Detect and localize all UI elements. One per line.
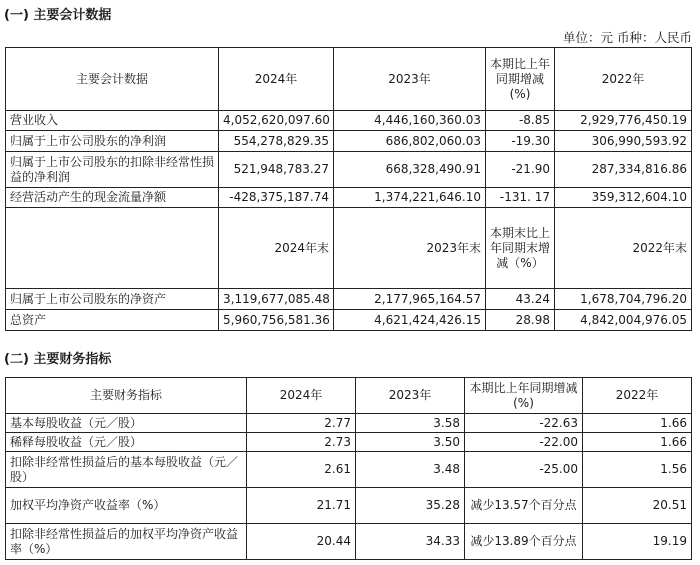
cell-change: 43.24 <box>486 289 555 310</box>
cell-change: -22.00 <box>465 433 583 452</box>
subheader-2022: 2022年末 <box>555 208 692 289</box>
header-2022: 2022年 <box>583 378 692 414</box>
cell-2022: 306,990,593.92 <box>555 131 692 152</box>
cell-2022: 4,842,004,976.05 <box>555 310 692 331</box>
table-row <box>6 433 692 452</box>
cell-change: -22.63 <box>465 414 583 433</box>
cell-2024: 20.44 <box>247 524 356 560</box>
unit-currency-label: 单位：元 币种：人民币 <box>563 30 692 45</box>
header-2022: 2022年 <box>555 48 692 111</box>
cell-change: -131. 17 <box>486 188 555 208</box>
cell-2024: 2.61 <box>247 452 356 488</box>
cell-2023: 1,374,221,646.10 <box>334 188 486 208</box>
row-label: 总资产 <box>6 310 219 331</box>
header-change: 本期比上年同期增减(%) <box>465 378 583 414</box>
accounting-data-table <box>5 47 692 331</box>
financial-indicators-table <box>5 377 692 560</box>
table-row <box>6 310 692 331</box>
table-row <box>6 131 692 152</box>
cell-2024: 21.71 <box>247 488 356 524</box>
table-row <box>6 289 692 310</box>
cell-2022: 1.66 <box>583 414 692 433</box>
cell-2022: 359,312,604.10 <box>555 188 692 208</box>
row-label: 经营活动产生的现金流量净额 <box>6 188 219 208</box>
section-title-accounting: (一) 主要会计数据 <box>4 8 112 23</box>
header-label: 主要财务指标 <box>6 378 247 414</box>
cell-2023: 4,446,160,360.03 <box>334 111 486 131</box>
cell-2022: 287,334,816.86 <box>555 152 692 188</box>
table-row <box>6 524 692 560</box>
subheader-2024: 2024年末 <box>219 208 334 289</box>
cell-2023: 686,802,060.03 <box>334 131 486 152</box>
header-change: 本期比上年同期增减(%) <box>486 48 555 111</box>
cell-2022: 1.56 <box>583 452 692 488</box>
cell-2023: 4,621,424,426.15 <box>334 310 486 331</box>
cell-2023: 34.33 <box>356 524 465 560</box>
row-label: 加权平均净资产收益率（%） <box>6 488 247 524</box>
table-row <box>6 414 692 433</box>
cell-2024: 5,960,756,581.36 <box>219 310 334 331</box>
cell-change: -21.90 <box>486 152 555 188</box>
cell-2023: 3.58 <box>356 414 465 433</box>
cell-change: -19.30 <box>486 131 555 152</box>
table-row <box>6 111 692 131</box>
cell-2022: 2,929,776,450.19 <box>555 111 692 131</box>
row-label: 归属于上市公司股东的净利润 <box>6 131 219 152</box>
cell-2024: 521,948,783.27 <box>219 152 334 188</box>
header-2023: 2023年 <box>356 378 465 414</box>
cell-change: -25.00 <box>465 452 583 488</box>
cell-change: 减少13.57个百分点 <box>465 488 583 524</box>
cell-2023: 2,177,965,164.57 <box>334 289 486 310</box>
row-label: 营业收入 <box>6 111 219 131</box>
table-header-row <box>6 378 692 414</box>
cell-2024: 2.77 <box>247 414 356 433</box>
cell-2023: 668,328,490.91 <box>334 152 486 188</box>
cell-2023: 3.48 <box>356 452 465 488</box>
row-label: 扣除非经常性损益后的基本每股收益（元／股） <box>6 452 247 488</box>
cell-change: -8.85 <box>486 111 555 131</box>
row-label: 归属于上市公司股东的扣除非经常性损益的净利润 <box>6 152 219 188</box>
cell-2024: 4,052,620,097.60 <box>219 111 334 131</box>
table-subheader-row <box>6 208 692 289</box>
table-row <box>6 452 692 488</box>
table-row <box>6 488 692 524</box>
table-row <box>6 188 692 208</box>
row-label: 扣除非经常性损益后的加权平均净资产收益率（%） <box>6 524 247 560</box>
header-2024: 2024年 <box>247 378 356 414</box>
row-label: 基本每股收益（元／股） <box>6 414 247 433</box>
cell-2022: 1,678,704,796.20 <box>555 289 692 310</box>
cell-change: 减少13.89个百分点 <box>465 524 583 560</box>
cell-2023: 3.50 <box>356 433 465 452</box>
cell-2024: 2.73 <box>247 433 356 452</box>
header-2024: 2024年 <box>219 48 334 111</box>
row-label: 归属于上市公司股东的净资产 <box>6 289 219 310</box>
section-title-financial: (二) 主要财务指标 <box>4 352 112 367</box>
cell-2022: 1.66 <box>583 433 692 452</box>
cell-2024: 3,119,677,085.48 <box>219 289 334 310</box>
subheader-2023: 2023年末 <box>334 208 486 289</box>
cell-2022: 19.19 <box>583 524 692 560</box>
cell-2024: 554,278,829.35 <box>219 131 334 152</box>
table-row <box>6 152 692 188</box>
subheader-label-empty <box>6 208 219 289</box>
table-header-row <box>6 48 692 111</box>
cell-2023: 35.28 <box>356 488 465 524</box>
subheader-change: 本期末比上年同期末增减（%） <box>486 208 555 289</box>
header-2023: 2023年 <box>334 48 486 111</box>
row-label: 稀释每股收益（元／股） <box>6 433 247 452</box>
cell-2022: 20.51 <box>583 488 692 524</box>
header-label: 主要会计数据 <box>6 48 219 111</box>
cell-change: 28.98 <box>486 310 555 331</box>
cell-2024: -428,375,187.74 <box>219 188 334 208</box>
